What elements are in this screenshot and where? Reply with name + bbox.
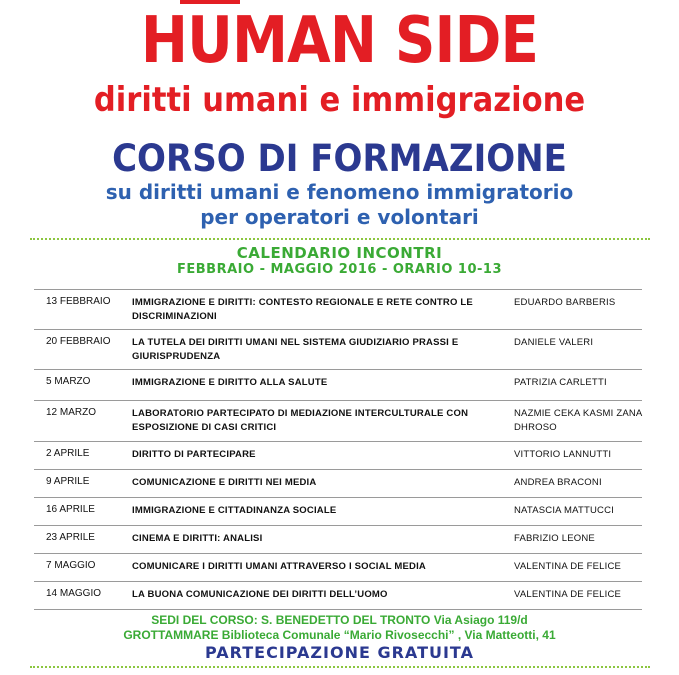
course-heading: CORSO DI FORMAZIONE	[112, 137, 567, 180]
row-topic: COMUNICAZIONE E DIRITTI NEI MEDIA	[132, 477, 317, 488]
row-speaker: EDUARDO BARBERIS	[514, 297, 616, 308]
table-row	[34, 370, 642, 401]
row-date: 12 MARZO	[46, 407, 97, 418]
course-description-line2: per operatori e volontari	[200, 205, 479, 229]
table-row	[34, 554, 642, 582]
row-topic: CINEMA E DIRITTI: ANALISI	[132, 533, 263, 544]
row-topic: IMMIGRAZIONE E DIRITTI: CONTESTO REGIONALE E RETE CONTRO LE DISCRIMINAZIONI	[132, 297, 473, 322]
table-row	[34, 526, 642, 554]
row-topic: DIRITTO DI PARTECIPARE	[132, 449, 256, 460]
row-speaker: ANDREA BRACONI	[514, 477, 602, 488]
row-date: 14 MAGGIO	[46, 588, 102, 599]
table-row	[34, 582, 642, 610]
poster-subtitle: diritti umani e immigrazione	[93, 80, 586, 120]
venue-line2: GROTTAMMARE Biblioteca Comunale “Mario Rivosecchi” , Via Matteotti, 41	[123, 628, 556, 642]
row-date: 5 MARZO	[46, 376, 91, 387]
row-speaker: VALENTINA DE FELICE	[514, 561, 622, 572]
row-topic: LABORATORIO PARTECIPATO DI MEDIAZIONE INTERCULTURALE CON ESPOSIZIONE DI CASI CRITICI	[132, 408, 469, 433]
course-description-line1: su diritti umani e fenomeno immigratorio	[105, 180, 574, 204]
calendar-period: FEBBRAIO - MAGGIO 2016 - ORARIO 10-13	[177, 262, 502, 277]
row-topic: LA TUTELA DEI DIRITTI UMANI NEL SISTEMA GIUDIZIARIO PRASSI E GIURISPRUDENZA	[132, 337, 459, 362]
row-speaker: VITTORIO LANNUTTI	[514, 449, 612, 460]
table-row	[34, 330, 642, 370]
table-row	[34, 401, 642, 442]
row-date: 23 APRILE	[46, 532, 95, 543]
row-date: 13 FEBBRAIO	[46, 296, 111, 307]
dotted-divider-bottom	[30, 666, 650, 668]
calendar-title: CALENDARIO INCONTRI	[236, 244, 443, 262]
row-date: 7 MAGGIO	[46, 560, 96, 571]
row-date: 16 APRILE	[46, 504, 95, 515]
row-speaker: FABRIZIO LEONE	[514, 533, 595, 544]
row-topic: COMUNICARE I DIRITTI UMANI ATTRAVERSO I SOCIAL MEDIA	[132, 561, 426, 572]
venue-line1: SEDI DEL CORSO: S. BENEDETTO DEL TRONTO Via Asiago 119/d	[151, 613, 528, 627]
row-speaker: NAZMIE CEKA KASMI ZANA DHROSO	[514, 408, 642, 433]
row-speaker: NATASCIA MATTUCCI	[514, 505, 614, 516]
schedule-table	[34, 290, 642, 610]
table-row	[34, 470, 642, 498]
row-date: 9 APRILE	[46, 476, 90, 487]
table-row	[34, 290, 642, 330]
row-speaker: DANIELE VALERI	[514, 337, 594, 348]
row-topic: IMMIGRAZIONE E DIRITTO ALLA SALUTE	[132, 377, 328, 388]
row-date: 20 FEBBRAIO	[46, 336, 111, 347]
table-row	[34, 442, 642, 470]
dotted-divider-top	[30, 238, 650, 240]
free-participation-banner: PARTECIPAZIONE GRATUITA	[205, 643, 474, 662]
row-date: 2 APRILE	[46, 448, 90, 459]
row-topic: LA BUONA COMUNICAZIONE DEI DIRITTI DELL’UOMO	[132, 589, 388, 600]
poster-title: HUMAN SIDE	[140, 4, 539, 78]
table-row	[34, 498, 642, 526]
row-speaker: PATRIZIA CARLETTI	[514, 377, 607, 388]
row-topic: IMMIGRAZIONE E CITTADINANZA SOCIALE	[132, 505, 337, 516]
row-speaker: VALENTINA DE FELICE	[514, 589, 622, 600]
